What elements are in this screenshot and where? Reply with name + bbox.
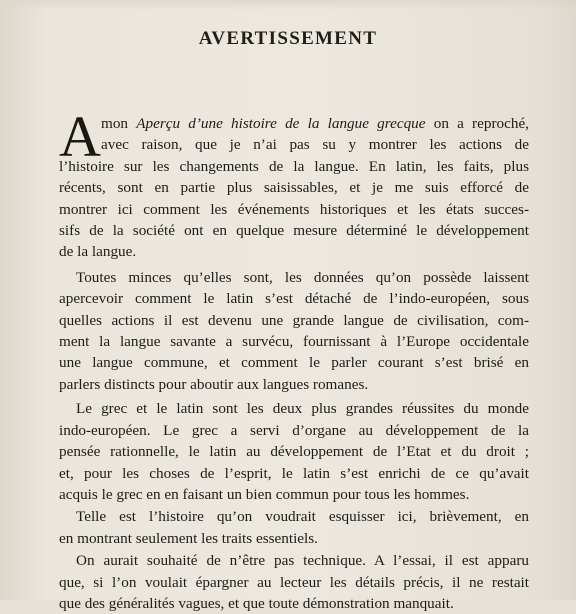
paragraph-5-line-3: que des généralités vagues, et que toute démonstration manquait.	[59, 594, 454, 612]
line-text: mon	[101, 115, 137, 132]
paragraph-4-line-2: en montrant seulement les traits essentiels.	[59, 529, 318, 547]
paragraph-3-line-3: pensée rationnelle, le latin au développement de l’Etat et du droit ;	[59, 443, 529, 461]
paragraph-2-line-3: quelles actions il est devenu une grande langue de civilisation, com-	[59, 311, 529, 329]
paragraph-3-line-1: Le grec et le latin sont les deux plus grandes réussites du monde	[76, 400, 529, 418]
paragraph-1-line-6: sifs de la société ont en quelque mesure déterminé le développement	[59, 222, 529, 240]
paragraph-5-line-2: que, si l’on voulait épargner au lecteur les détails précis, il ne restait	[59, 573, 529, 591]
body-text	[59, 104, 529, 614]
page-title: AVERTISSEMENT	[198, 28, 378, 49]
paragraph-4	[59, 506, 529, 549]
paragraph-1-line-4: récents, sont en partie plus saisissables, et je me suis efforcé de	[59, 179, 529, 197]
paragraph-1-line-2: avec raison, que je n’ai pas su y montrer les actions de	[101, 136, 529, 154]
page-edge-shadow	[536, 0, 576, 600]
line-text: on a reproché,	[425, 115, 529, 132]
book-title: Aperçu d’une histoire de la langue grecque	[136, 115, 426, 132]
paragraph-1-line-3: l’histoire sur les changements de la langue. En latin, les faits, plus	[59, 157, 529, 175]
paragraph-1	[59, 104, 529, 263]
paragraph-1-line-5: montrer ici comment les événements historiques et les états succes-	[59, 200, 529, 218]
paragraph-2-line-6: parlers distincts pour aboutir aux langues romanes.	[59, 375, 369, 393]
paragraph-1-line-1	[101, 113, 529, 134]
paragraph-3-line-4: et, pour les choses de l’esprit, le latin s’est enrichi de ce qu’avait	[59, 464, 529, 482]
paragraph-5	[59, 550, 529, 614]
paragraph-2-line-4: ment la langue savante a survécu, fournissant à l’Europe occidentale	[59, 333, 529, 351]
paragraph-3	[59, 398, 529, 505]
paragraph-3-line-2: indo-européen. Le grec a servi d’organe au développement de la	[59, 421, 529, 439]
paragraph-2-line-1: Toutes minces qu’elles sont, les données qu’on possède laissent	[76, 268, 529, 286]
paragraph-4-line-1: Telle est l’histoire qu’on voudrait esquisser ici, brièvement, en	[76, 508, 529, 526]
paragraph-3-line-5: acquis le grec en en faisant un bien commun pour tous les hommes.	[59, 485, 470, 503]
drop-cap: A	[59, 104, 101, 169]
paragraph-1-line-7: de la langue.	[59, 243, 137, 261]
page-top-shadow	[0, 0, 576, 10]
paragraph-2-line-5: une langue commune, et comment le parler courant s’est brisé en	[59, 354, 529, 372]
paragraph-2	[59, 267, 529, 395]
paragraph-5-line-1: On aurait souhaité de n’être pas technique. A l’essai, il est apparu	[76, 552, 529, 570]
paragraph-2-line-2: apercevoir comment le latin s’est détaché de l’indo-européen, sous	[59, 290, 529, 308]
